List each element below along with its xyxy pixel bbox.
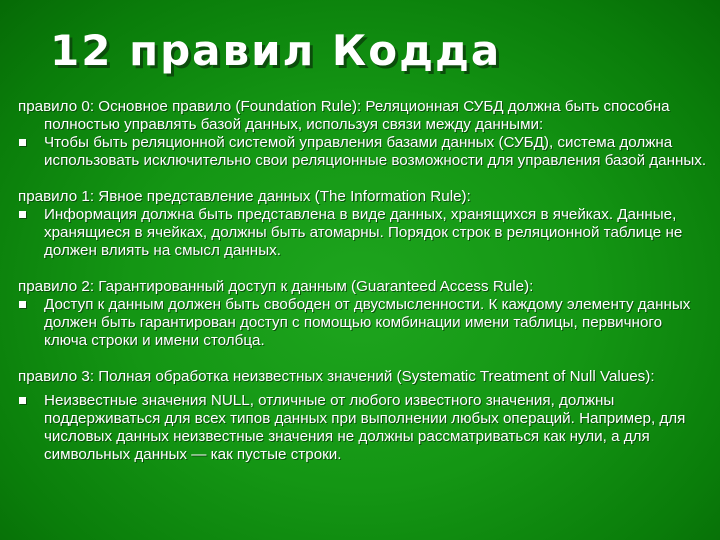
rule-3-heading: правило 3: Полная обработка неизвестных значений (Systematic Treatment of Null Values):	[18, 368, 655, 385]
rule-1-heading: правило 1: Явное представление данных (The Information Rule):	[18, 188, 471, 205]
rule-0-heading: правило 0: Основное правило (Foundation Rule): Реляционная СУБД должна быть способна полностью управлять базой данных, используя связи между данными:	[18, 98, 670, 133]
rule-0-bullet	[18, 134, 708, 170]
square-bullet-icon	[19, 211, 26, 218]
slide-title: 12 правил Кодда	[50, 26, 502, 75]
rule-0-bullet-text: Чтобы быть реляционной системой управления базами данных (СУБД), система должна использовать исключительно свои реляционные возможности для управления базой данных.	[44, 134, 707, 169]
rule-1-bullet-text: Информация должна быть представлена в виде данных, хранящихся в ячейках. Данные, хранящиеся в ячейках, должны быть атомарны. Порядок строк в реляционной таблице не должен влиять на смысл данных.	[44, 206, 683, 259]
square-bullet-icon	[19, 301, 26, 308]
slide-content	[18, 98, 708, 464]
rule-3-bullet	[18, 392, 708, 464]
square-bullet-icon	[19, 397, 26, 404]
rule-2-bullet	[18, 296, 708, 350]
rule-2-heading: правило 2: Гарантированный доступ к данным (Guaranteed Access Rule):	[18, 278, 534, 295]
rule-2-bullet-text: Доступ к данным должен быть свободен от двусмысленности. К каждому элементу данных должен быть гарантирован доступ с помощью комбинации имени таблицы, первичного ключа строки и имени столбца.	[44, 296, 691, 349]
square-bullet-icon	[19, 139, 26, 146]
rule-1-bullet	[18, 206, 708, 260]
rule-3-bullet-text: Неизвестные значения NULL, отличные от любого известного значения, должны поддерживаться для всех типов данных при выполнении любых операций. Например, для числовых данных неизвестные значения не должны рассматриваться как нули, а для символьных данных — как пустые строки.	[44, 392, 686, 463]
